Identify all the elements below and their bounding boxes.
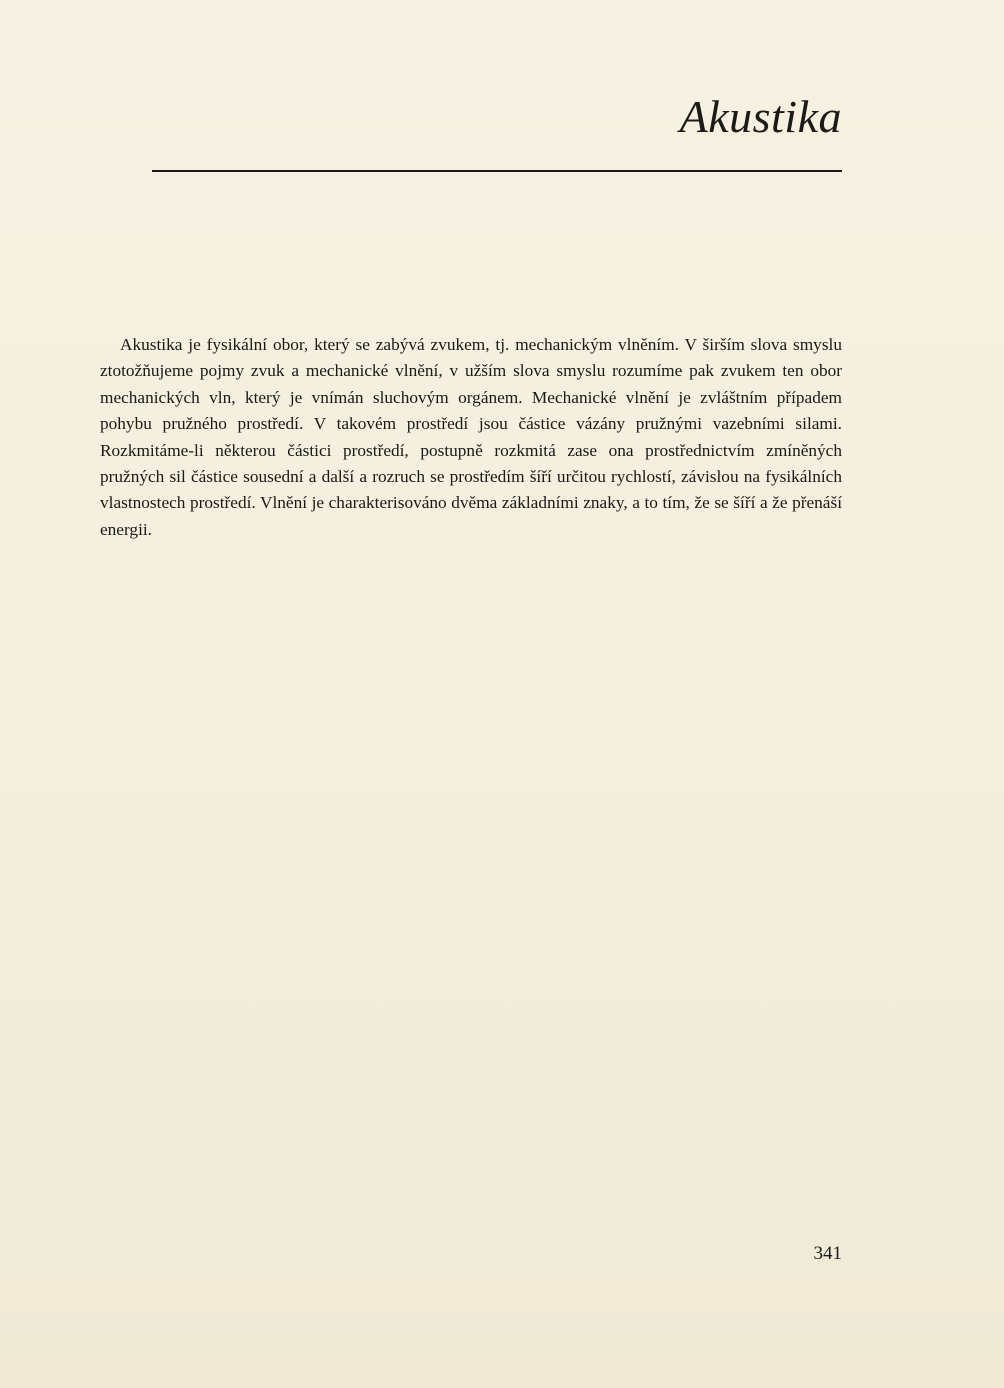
intro-paragraph: Akustika je fysikální obor, který se zabývá zvukem, tj. mechanickým vlněním. V širším slova smyslu ztotožňujeme pojmy zvuk a mechanické vlnění, v užším slova smyslu rozumíme pak zvukem ten obor mechanických vln, který je vnímán sluchovým orgánem. Mechanické vlnění je zvláštním případem pohybu pružného prostředí. V takovém prostředí jsou částice vázány pružnými vazebními silami. Rozkmitáme-li některou částici prostředí, postupně rozkmitá zase ona prostřednictvím zmíněných pružných sil částice sousední a další a rozruch se prostředím šíří určitou rychlostí, závislou na fysikálních vlastnostech prostředí. Vlnění je charakterisováno dvěma základními znaky, a to tím, že se šíří a že přenáší energii. <box>100 335 842 539</box>
chapter-title: Akustika <box>679 91 842 142</box>
page-number: 341 <box>813 1243 842 1264</box>
title-rule <box>152 170 842 172</box>
show-through-text-top <box>100 250 850 330</box>
show-through-text-bottom <box>100 560 850 1210</box>
